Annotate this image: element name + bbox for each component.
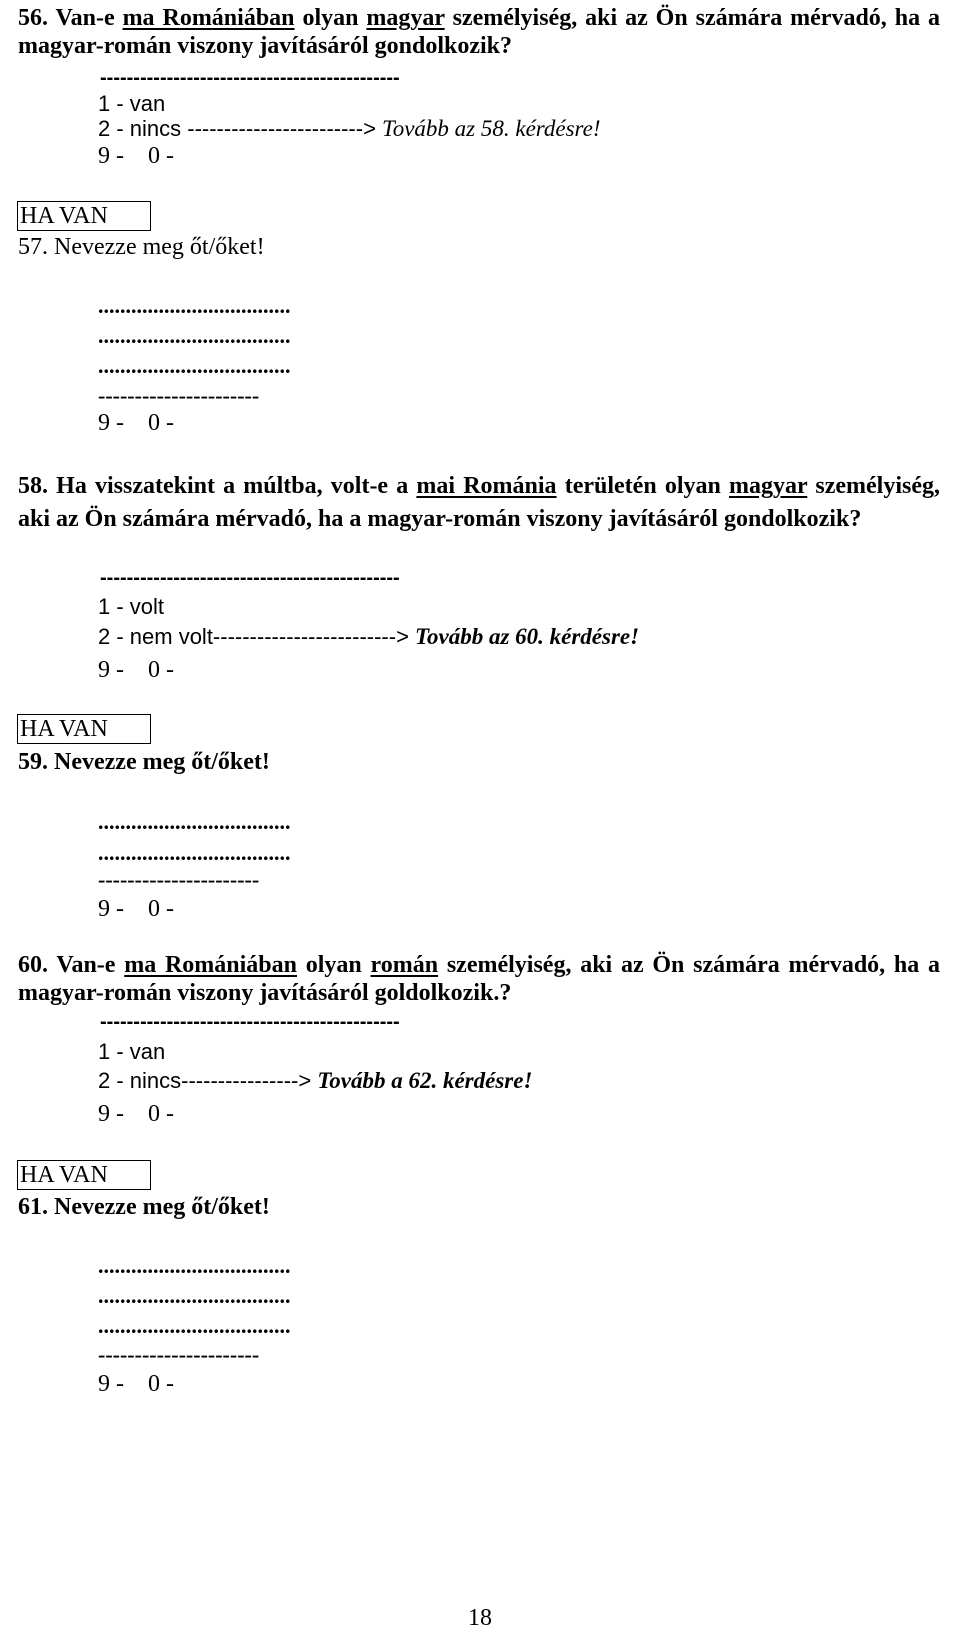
response-codes: 9 - 0 - (98, 896, 174, 922)
ha-van-box: HA VAN (17, 201, 151, 231)
dashed-line: ---------------------- (98, 867, 260, 892)
skip-instruction: Tovább az 58. kérdésre! (382, 116, 601, 141)
underlined-phrase: mai Románia (416, 473, 557, 499)
option-1: 1 - van (98, 1039, 166, 1064)
answer-dotted-line: ................................... (98, 1283, 291, 1308)
underlined-phrase: ma Romániában (124, 952, 297, 978)
separator-line: --------------------------------------------- (100, 1011, 400, 1033)
answer-dotted-line: ................................... (98, 353, 291, 378)
question-58: 58. Ha visszatekint a múltba, volt-e a mai Románia területén olyan magyar személyiség, aki az Ön számára mérvadó, ha a magyar-román viszony javításáról gondolkozik? (18, 473, 940, 532)
option-1: 1 - volt (98, 594, 165, 619)
response-codes: 9 - 0 - (98, 143, 174, 169)
ha-van-box: HA VAN (17, 1160, 151, 1190)
answer-dotted-line: ................................... (98, 809, 291, 834)
response-codes: 9 - 0 - (98, 657, 174, 683)
question-60: 60. Van-e ma Romániában olyan román személyiség, aki az Ön számára mérvadó, ha a magyar-román viszony javításáról goldolkozik.? (18, 952, 941, 1006)
response-codes: 9 - 0 - (98, 1101, 174, 1127)
answer-dotted-line: ................................... (98, 323, 291, 348)
page-number: 18 (468, 1605, 492, 1631)
separator-line: --------------------------------------------- (100, 567, 400, 589)
question-61: 61. Nevezze meg őt/őket! (18, 1194, 270, 1220)
question-60-number: 60. (18, 952, 48, 978)
skip-instruction: Tovább a 62. kérdésre! (317, 1068, 533, 1093)
underlined-phrase: magyar (366, 5, 445, 31)
response-codes: 9 - 0 - (98, 410, 174, 436)
response-codes: 9 - 0 - (98, 1371, 174, 1397)
dashed-line: ---------------------- (98, 383, 260, 408)
answer-dotted-line: ................................... (98, 293, 291, 318)
option-2: 2 - nincs ------------------------> Tovább az 58. kérdésre! (98, 116, 601, 141)
option-1: 1 - van (98, 91, 166, 116)
option-2: 2 - nincs----------------> Tovább a 62. kérdésre! (98, 1068, 533, 1093)
question-59: 59. Nevezze meg őt/őket! (18, 749, 270, 775)
underlined-phrase: ma Romániában (122, 5, 295, 31)
dashed-line: ---------------------- (98, 1342, 260, 1367)
answer-dotted-line: ................................... (98, 840, 291, 865)
question-56: 56. Van-e ma Romániában olyan magyar személyiség, aki az Ön számára mérvadó, ha a magyar-román viszony javításáról gondolkozik? (18, 5, 941, 59)
question-57: 57. Nevezze meg őt/őket! (18, 234, 265, 260)
underlined-phrase: magyar (729, 473, 808, 499)
answer-dotted-line: ................................... (98, 1313, 291, 1338)
ha-van-box: HA VAN (17, 714, 151, 744)
answer-dotted-line: ................................... (98, 1253, 291, 1278)
option-2: 2 - nem volt-------------------------> Tovább az 60. kérdésre! (98, 624, 640, 649)
underlined-phrase: román (370, 952, 439, 978)
skip-instruction: Tovább az 60. kérdésre! (415, 624, 640, 649)
separator-line: --------------------------------------------- (100, 67, 400, 89)
question-56-number: 56. (18, 5, 48, 31)
